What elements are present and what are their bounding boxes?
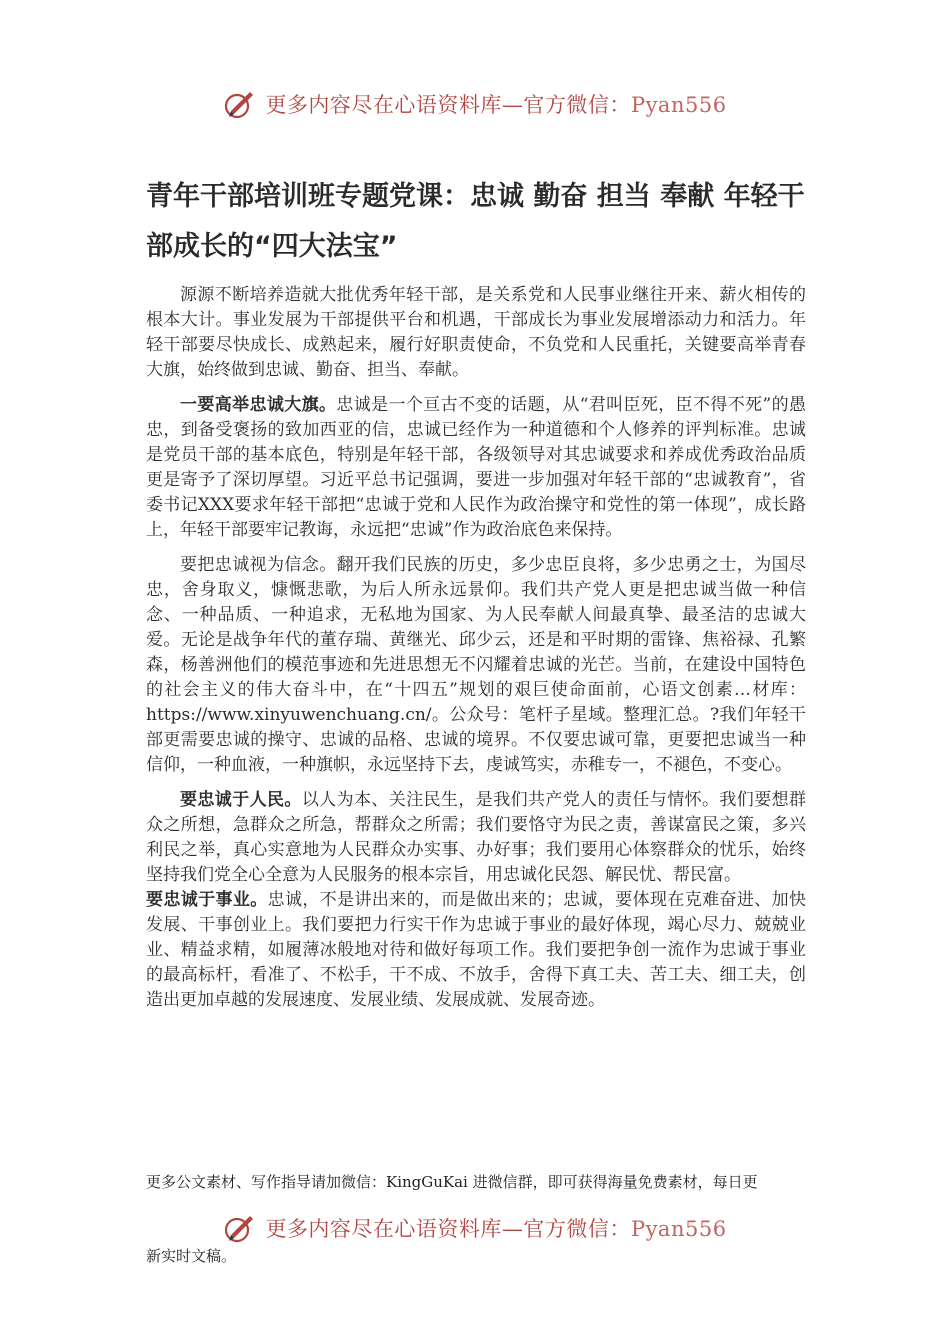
footer-note-continued: 新实时文稿。 — [146, 1247, 237, 1265]
paragraph-loyalty-belief: 要把忠诚视为信念。翻开我们民族的历史，多少忠臣良将，多少忠勇之士，为国尽忠，舍身取义，慷慨悲歌，为后人所永远景仰。我们共产党人更是把忠诚当做一种信念、一种品质、一种追求，无私地为国家、为人民奉献人间最真挚、最圣洁的忠诚大爱。无论是战争年代的董存瑞、黄继光、邱少云，还是和平时期的雷锋、焦裕禄、孔繁森，杨善洲他们的模范事迹和先进思想无不闪耀着忠诚的光芒。当前，在建设中国特色的社会主义的伟大奋斗中，在“十四五”规划的艰巨使命面前，心语文创素…材库：https://www.xinyuwenchuang.cn/。公众号：笔杆子星域。整理汇总。?我们年轻干部更需要忠诚的操守、忠诚的品格、忠诚的境界。不仅要忠诚可靠，更要把忠诚当一种信仰，一种血液，一种旗帜，永远坚持下去，虔诚笃实，赤稚专一，不褪色，不变心。 — [146, 555, 806, 775]
paragraph-lead: 要忠诚于人民。 — [180, 790, 302, 810]
document-body — [146, 283, 806, 1023]
pen-logo-icon — [223, 87, 257, 121]
paragraph-lead: 要忠诚于事业。 — [146, 890, 268, 910]
header-watermark-banner — [0, 84, 950, 124]
watermark-text: 更多内容尽在心语资料库—官方微信：Pyan556 — [265, 93, 727, 117]
watermark-text: 更多内容尽在心语资料库—官方微信：Pyan556 — [265, 1217, 727, 1241]
footer-note: 更多公文素材、写作指导请加微信：KingGuKai 进微信群，即可获得海量免费素材，每日更 — [146, 1173, 758, 1191]
watermark-wechat-id: Pyan556 — [630, 93, 727, 117]
page-title: 青年干部培训班专题党课：忠诚 勤奋 担当 奉献 年轻干部成长的“四大法宝” — [146, 181, 805, 262]
pen-logo-icon — [223, 1211, 257, 1245]
paragraph-loyalty-banner: 一要高举忠诚大旗。忠诚是一个亘古不变的话题，从“君叫臣死，臣不得不死”的愚忠，到备受褒扬的致加西亚的信，忠诚已经作为一种道德和个人修养的评判标准。忠诚是党员干部的基本底色，特别是年轻干部，各级领导对其忠诚要求和养成优秀政治品质更是寄予了深切厚望。习近平总书记强调，要进一步加强对年轻干部的“忠诚教育”，省委书记XXX要求年轻干部把“忠诚于党和人民作为政治操守和党性的第一体现”，成长路上，年轻干部要牢记教诲，永远把“忠诚”作为政治底色来保持。 — [146, 395, 806, 540]
paragraph-intro: 源源不断培养造就大批优秀年轻干部，是关系党和人民事业继往开来、薪火相传的根本大计。事业发展为干部提供平台和机遇，干部成长为事业发展增添动力和活力。年轻干部要尽快成长、成熟起来，履行好职责使命，不负党和人民重托，关键要高举青春大旗，始终做到忠诚、勤奋、担当、奉献。 — [146, 285, 806, 380]
paragraph-lead: 一要高举忠诚大旗。 — [180, 395, 337, 415]
watermark-wechat-id: Pyan556 — [630, 1217, 727, 1241]
footer-watermark-banner — [0, 1208, 950, 1248]
paragraph-loyalty-people: 要忠诚于人民。以人为本、关注民生，是我们共产党人的责任与情怀。我们要想群众之所想，急群众之所急，帮群众之所需；我们要恪守为民之责，善谋富民之策，多兴利民之举，真心实意地为人民群众办实事、办好事；我们要用心体察群众的忧乐，始终坚持我们党全心全意为人民服务的根本宗旨，用忠诚化民怨、解民忧、帮民富。 — [146, 790, 807, 885]
paragraph-loyalty-career: 要忠诚于事业。忠诚，不是讲出来的，而是做出来的；忠诚，要体现在克难奋进、加快发展、干事创业上。我们要把力行实干作为忠诚于事业的最好体现，竭心尽力、兢兢业业、精益求精，如履薄冰般地对待和做好每项工作。我们要把争创一流作为忠诚于事业的最高标杆，看准了、不松手，干不成、不放手，舍得下真工夫、苦工夫、细工夫，创造出更加卓越的发展速度、发展业绩、发展成就、发展奇迹。 — [146, 890, 807, 1010]
